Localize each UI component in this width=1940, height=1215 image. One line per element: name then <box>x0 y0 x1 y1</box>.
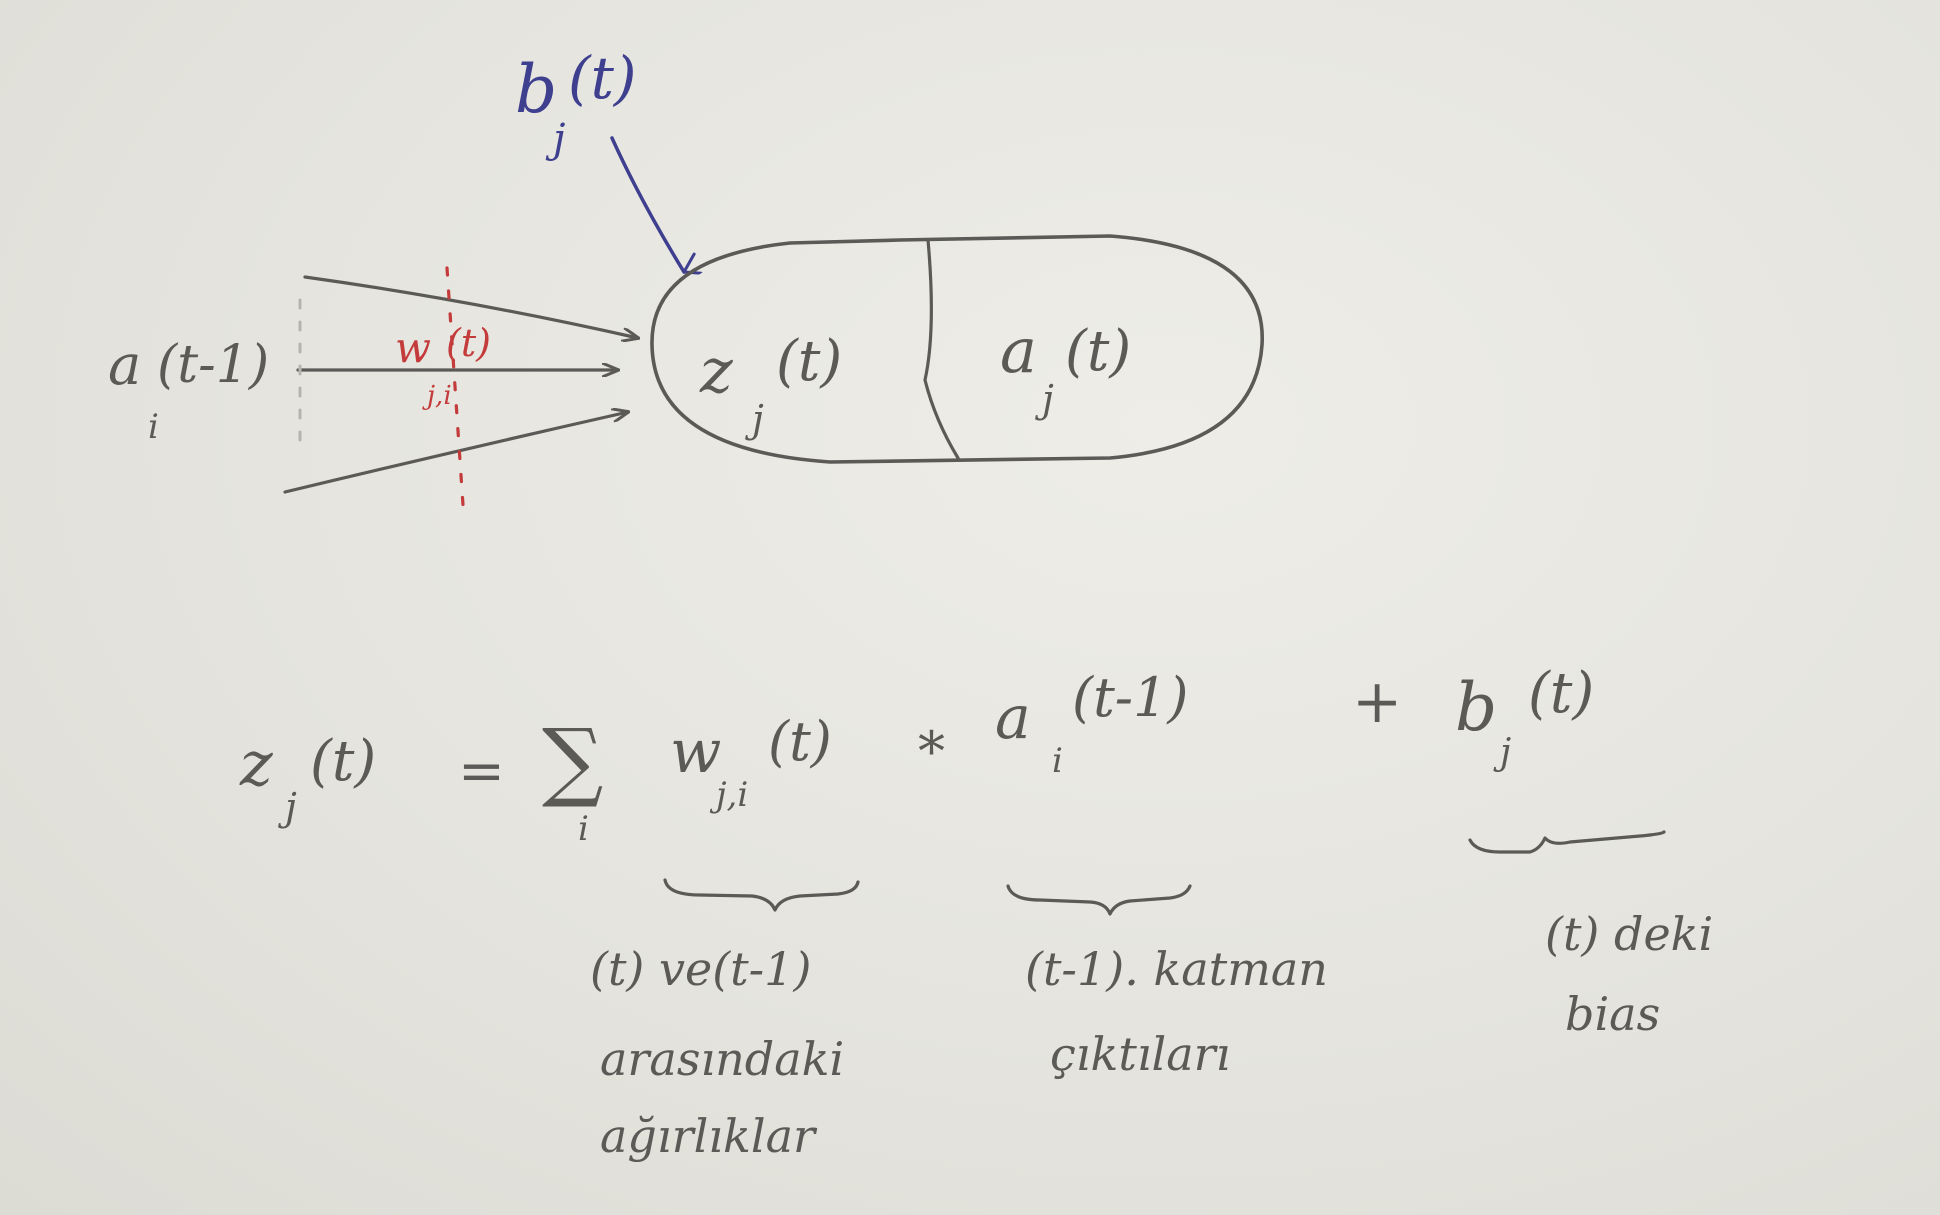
equation-lhs-main: z <box>240 727 273 800</box>
bias-annotation-line-2: bias <box>1565 987 1661 1041</box>
bias-brace <box>1470 832 1664 852</box>
input-label <box>108 333 269 447</box>
input-label-main: a <box>108 333 142 398</box>
weights-brace <box>665 880 858 910</box>
equation-w-sub: j,i <box>716 775 749 815</box>
neuron-outline <box>652 236 1262 462</box>
equation-sum-index: i <box>578 809 589 849</box>
input-label-arg: (t-1) <box>157 335 270 395</box>
equation-equals: = <box>458 739 505 804</box>
neuron-a-main: a <box>1000 314 1037 387</box>
neuron-z-arg: (t) <box>776 329 843 394</box>
bias-label-arg: (t) <box>568 44 637 112</box>
bias-label <box>515 44 637 162</box>
neuron <box>652 236 1262 462</box>
equation-plus: + <box>1352 667 1403 737</box>
input-label-sub: i <box>148 407 159 447</box>
equation-sum-symbol: ∑ <box>542 711 604 811</box>
weight-label-main: w <box>395 323 431 372</box>
equation <box>239 661 1594 849</box>
weights-annotation <box>590 942 844 1163</box>
bias-annotation-line-1: (t) deki <box>1545 907 1714 961</box>
equation-a-arg: (t-1) <box>1072 666 1189 729</box>
neuron-z-sub: j <box>752 397 764 441</box>
bias-annotation <box>1545 907 1713 1041</box>
weight-label-sub: j,i <box>427 381 452 411</box>
equation-times: * <box>918 720 945 783</box>
equation-lhs-sub: j <box>285 785 297 829</box>
weight-label-arg: (t) <box>446 321 491 365</box>
neuron-divider <box>925 240 958 458</box>
outputs-brace <box>1008 886 1190 914</box>
equation-w-arg: (t) <box>768 710 832 773</box>
weight-label <box>395 321 491 411</box>
outputs-annotation <box>1025 942 1328 1081</box>
weights-annotation-line-3: ağırlıklar <box>600 1109 815 1163</box>
weights-annotation-line-2: arasındaki <box>600 1032 845 1086</box>
neuron-z-main: z <box>700 334 733 407</box>
equation-a-sub: i <box>1052 741 1063 781</box>
equation-w-main: w <box>670 717 722 787</box>
neuron-a-sub: j <box>1042 377 1054 421</box>
equation-lhs-arg: (t) <box>310 729 377 794</box>
input-arrow-bottom <box>285 412 628 492</box>
weights-annotation-line-1: (t) ve(t-1) <box>590 942 812 996</box>
equation-b-main: b <box>1455 669 1498 746</box>
equation-b-sub: j <box>1500 732 1512 773</box>
bias-label-main: b <box>515 51 558 128</box>
bias-label-sub: j <box>553 116 566 162</box>
bias-arrow <box>612 138 684 272</box>
equation-a-main: a <box>995 683 1031 753</box>
outputs-annotation-line-1: (t-1). katman <box>1025 942 1328 996</box>
outputs-annotation-line-2: çıktıları <box>1050 1027 1231 1081</box>
neuron-a-arg: (t) <box>1065 319 1132 384</box>
equation-b-arg: (t) <box>1528 661 1595 726</box>
